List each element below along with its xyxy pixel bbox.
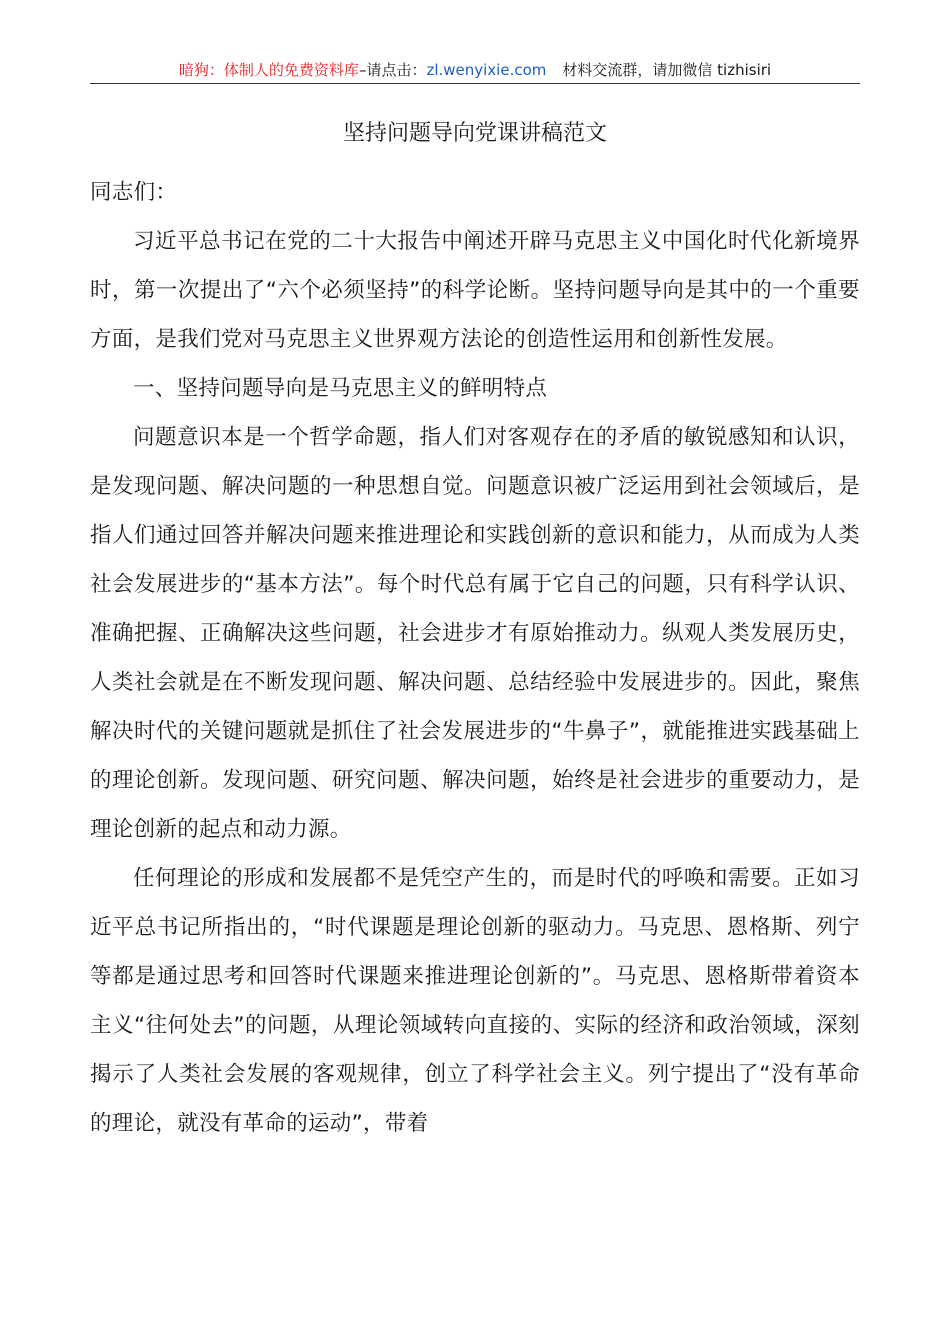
page-header [90,58,860,82]
header-divider [90,83,860,84]
document-body [90,168,860,1148]
document-title: 坚持问题导向党课讲稿范文 [342,121,607,146]
header-wechat-note: 材料交流群，请加微信 tizhisiri [562,61,772,79]
paragraph-theory-origin: 任何理论的形成和发展都不是凭空产生的，而是时代的呼唤和需要。正如习近平总书记所指出的，“时代课题是理论创新的驱动力。马克思、恩格斯、列宁等都是通过思考和回答时代课题来推进理论创新的”。马克思、恩格斯带着资本主义“往何处去”的问题，从理论领域转向直接的、实际的经济和政治领域，深刻揭示了人类社会发展的客观规律，创立了科学社会主义。列宁提出了“没有革命的理论，就没有革命的运动”，带着 [90,866,860,1136]
section-heading-1: 一、坚持问题导向是马克思主义的鲜明特点 [133,376,548,401]
header-click-prompt: –请点击： [358,61,427,79]
paragraph-intro: 习近平总书记在党的二十大报告中阐述开辟马克思主义中国化时代化新境界时，第一次提出了“六个必须坚持”的科学论断。坚持问题导向是其中的一个重要方面，是我们党对马克思主义世界观方法论的创造性运用和创新性发展。 [90,229,860,352]
header-url-link[interactable]: zl.wenyixie.com [426,61,547,79]
salutation: 同志们： [90,180,178,205]
header-brand: 暗狗：体制人的免费资料库 [178,61,359,79]
paragraph-problem-awareness: 问题意识本是一个哲学命题，指人们对客观存在的矛盾的敏锐感知和认识，是发现问题、解决问题的一种思想自觉。问题意识被广泛运用到社会领域后，是指人们通过回答并解决问题来推进理论和实践创新的意识和能力，从而成为人类社会发展进步的“基本方法”。每个时代总有属于它自己的问题，只有科学认识、准确把握、正确解决这些问题，社会进步才有原始推动力。纵观人类发展历史，人类社会就是在不断发现问题、解决问题、总结经验中发展进步的。因此，聚焦解决时代的关键问题就是抓住了社会发展进步的“牛鼻子”，就能推进实践基础上的理论创新。发现问题、研究问题、解决问题，始终是社会进步的重要动力，是理论创新的起点和动力源。 [90,425,860,842]
